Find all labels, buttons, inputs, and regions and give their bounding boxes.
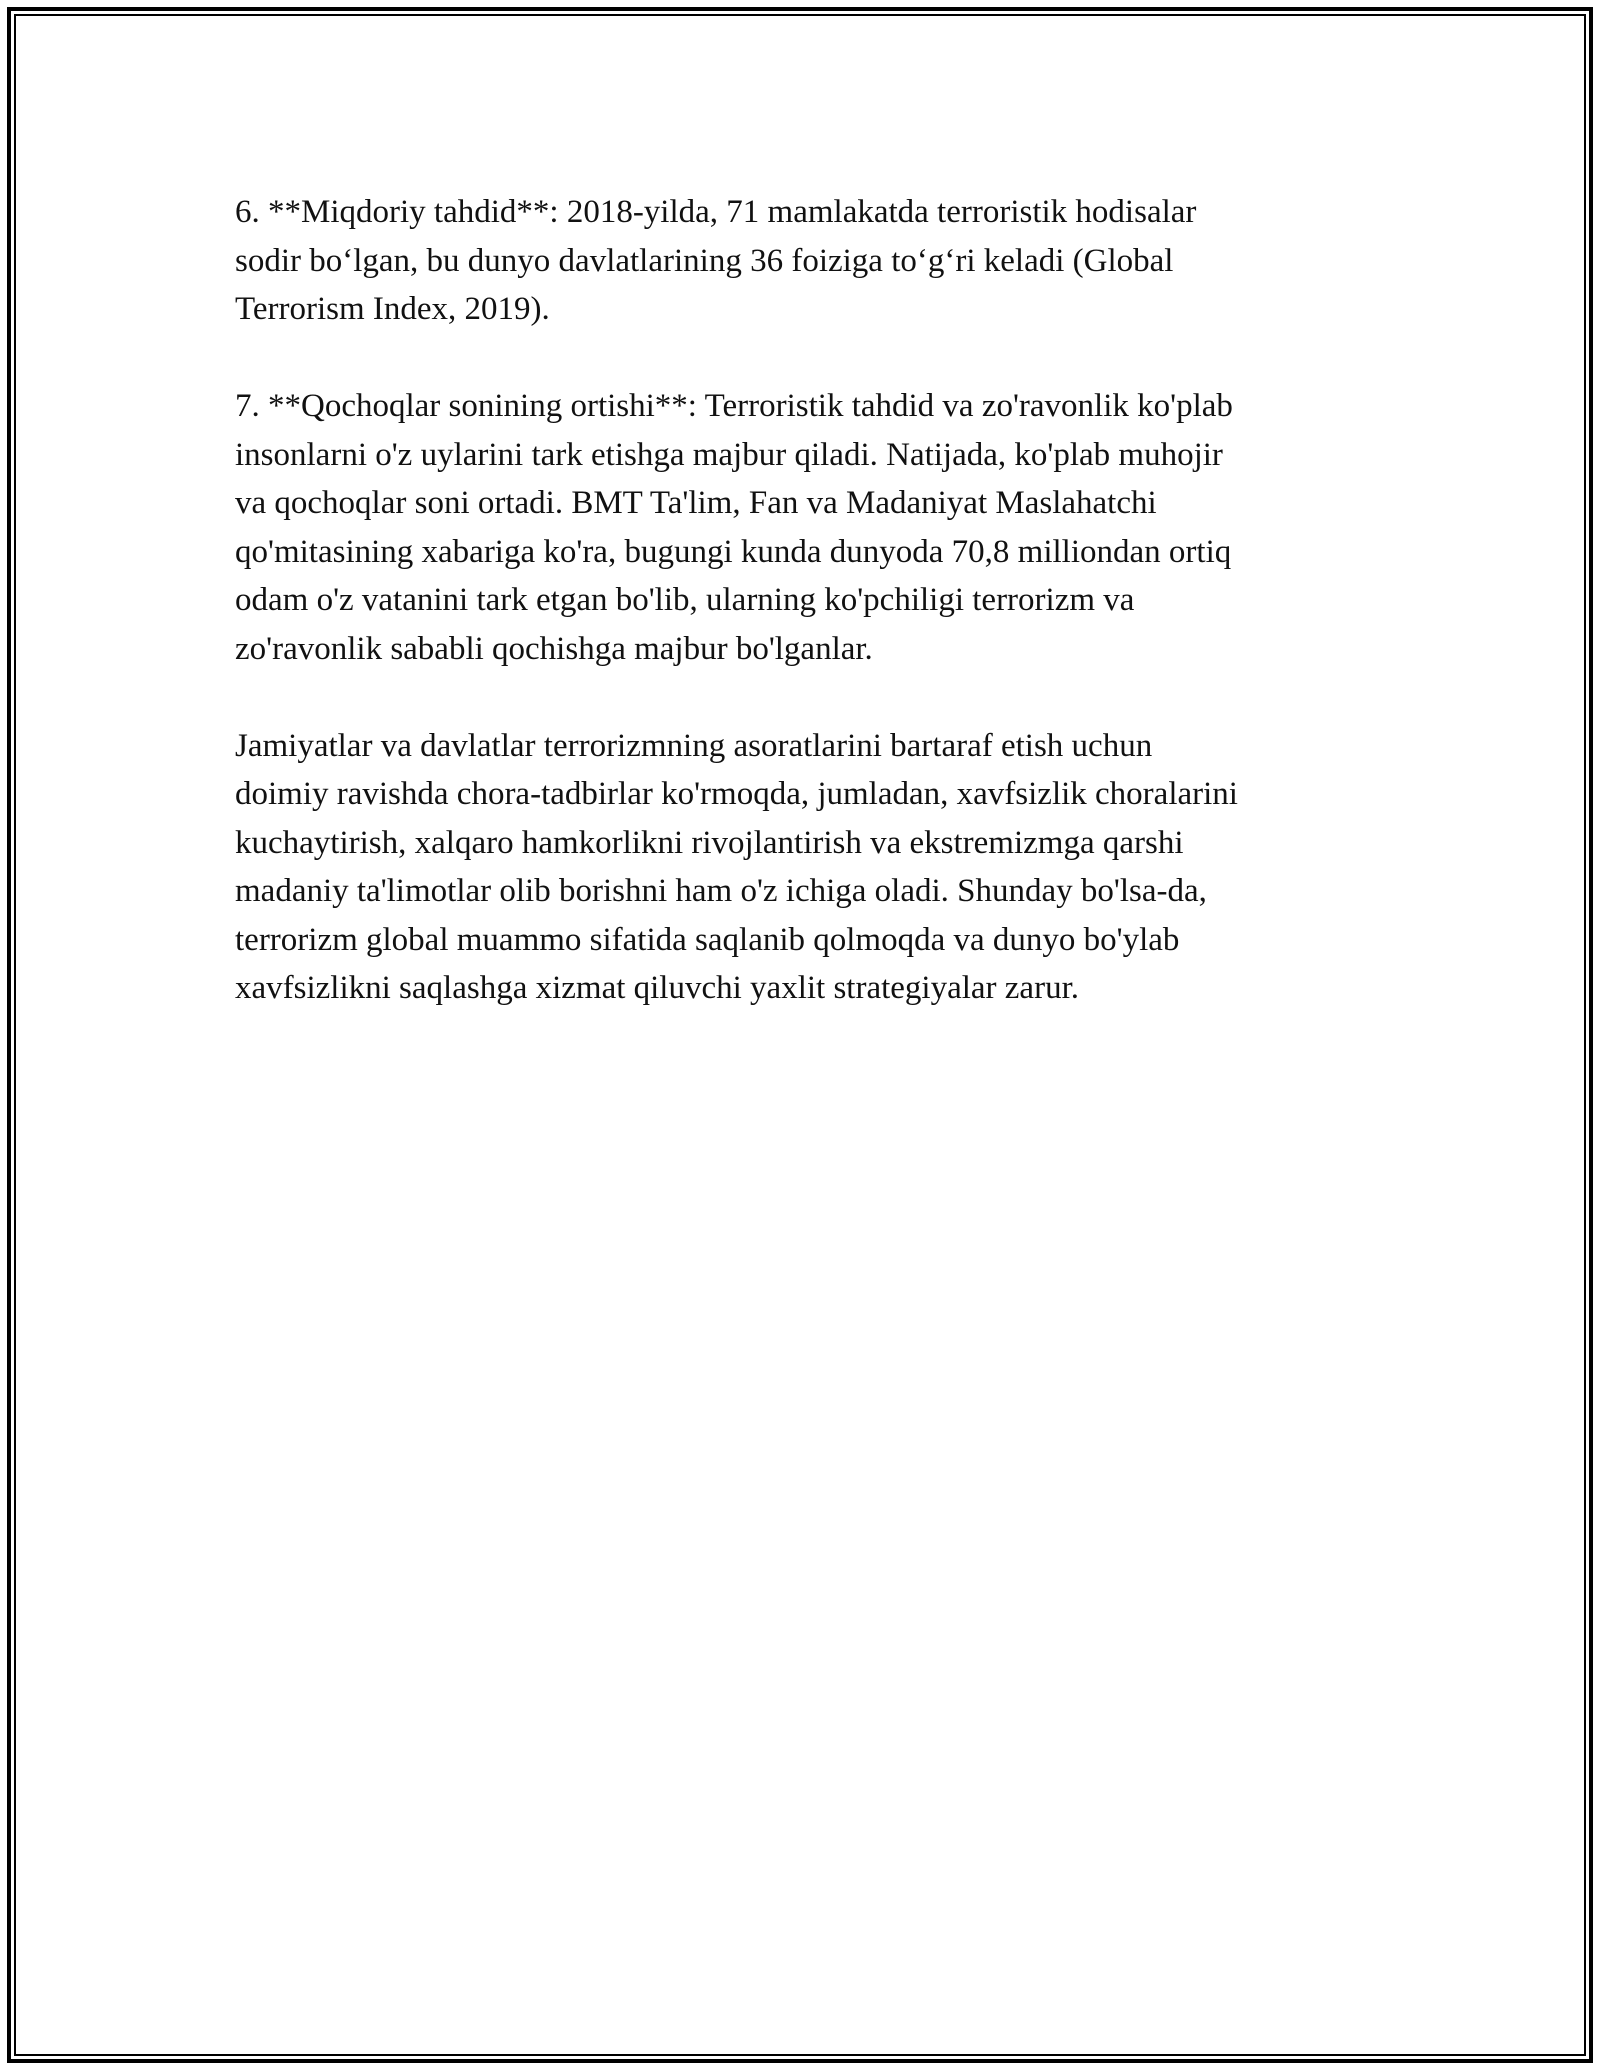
text-line: xavfsizlikni saqlashga xizmat qiluvchi yaxlit strategiyalar zarur. [235, 970, 1079, 1006]
text-line: 7. **Qochoqlar sonining ortishi**: Terroristik tahdid va zo'ravonlik ko'plab [235, 388, 1233, 424]
text-line: zo'ravonlik sababli qochishga majbur bo'lganlar. [235, 630, 873, 667]
document-body [235, 188, 1355, 1061]
text-line: va qochoqlar soni ortadi. BMT Ta'lim, Fan va Madaniyat Maslahatchi [235, 485, 1157, 521]
text-line: Terrorism Index, 2019). [235, 291, 550, 327]
paragraph-item-6 [235, 188, 1355, 334]
text-line: terrorizm global muammo sifatida saqlanib qolmoqda va dunyo bo'ylab [235, 921, 1180, 958]
paragraph-item-7 [235, 382, 1355, 673]
text-line: 6. **Miqdoriy tahdid**: 2018-yilda, 71 mamlakatda terroristik hodisalar [235, 194, 1197, 230]
text-line: odam o'z vatanini tark etgan bo'lib, ularning ko'pchiligi terrorizm va [235, 582, 1135, 618]
text-line: qo'mitasining xabariga ko'ra, bugungi kunda dunyoda 70,8 milliondan ortiq [235, 533, 1232, 570]
text-line: Jamiyatlar va davlatlar terrorizmning asoratlarini bartaraf etish uchun [235, 727, 1153, 764]
text-line: sodir boʻlgan, bu dunyo davlatlarining 36 foiziga toʻgʻri keladi (Global [235, 242, 1174, 279]
text-line: insonlarni o'z uylarini tark etishga majbur qiladi. Natijada, ko'plab muhojir [235, 436, 1223, 473]
text-line: doimiy ravishda chora-tadbirlar ko'rmoqda, jumladan, xavfsizlik choralarini [235, 776, 1238, 812]
text-line: madaniy ta'limotlar olib borishni ham o'z ichiga oladi. Shunday bo'lsa-da, [235, 873, 1207, 909]
text-line: kuchaytirish, xalqaro hamkorlikni rivojlantirish va ekstremizmga qarshi [235, 824, 1184, 861]
paragraph-conclusion [235, 722, 1355, 1013]
